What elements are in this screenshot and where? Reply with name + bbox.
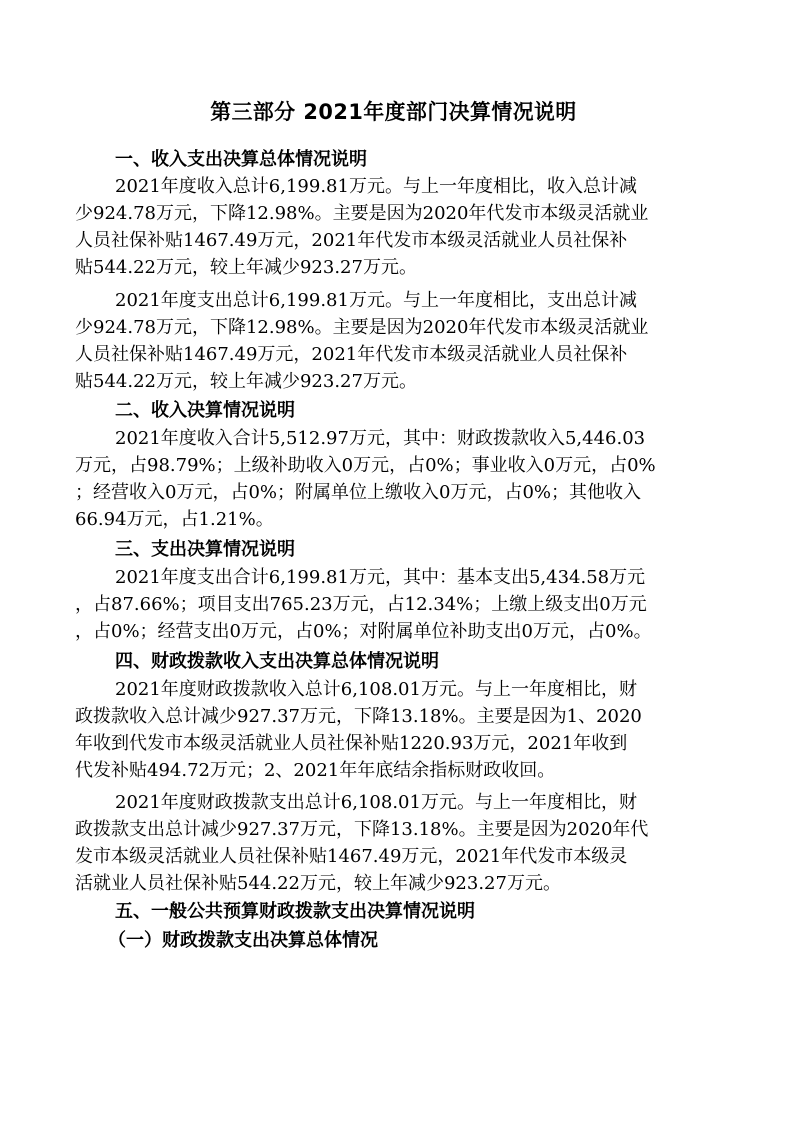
paragraph-line: 贴544.22万元，较上年减少923.27万元。 bbox=[75, 371, 417, 392]
paragraph-line: 贴544.22万元，较上年减少923.27万元。 bbox=[75, 257, 417, 278]
paragraph-line: 人员社保补贴1467.49万元，2021年代发市本级灵活就业人员社保补 bbox=[75, 344, 628, 365]
paragraph-line: 少924.78万元，下降12.98%。主要是因为2020年代发市本级灵活就业 bbox=[75, 203, 649, 224]
paragraph-line: 少924.78万元，下降12.98%。主要是因为2020年代发市本级灵活就业 bbox=[75, 317, 649, 338]
section-heading: 五、一般公共预算财政拨款支出决算情况说明 bbox=[115, 901, 475, 922]
paragraph-line: 政拨款收入总计减少927.37万元，下降13.18%。主要是因为1、2020 bbox=[75, 706, 642, 727]
paragraph-line: 年收到代发市本级灵活就业人员社保补贴1220.93万元，2021年收到 bbox=[75, 733, 628, 754]
paragraph-line: 2021年度收入总计6,199.81万元。与上一年度相比，收入总计减 bbox=[115, 176, 637, 197]
paragraph-line: ；经营收入0万元，占0%；附属单位上缴收入0万元，占0%；其他收入 bbox=[75, 482, 642, 503]
section-heading: 四、财政拨款收入支出决算总体情况说明 bbox=[115, 651, 439, 672]
paragraph-line: 发市本级灵活就业人员社保补贴1467.49万元，2021年代发市本级灵 bbox=[75, 846, 628, 867]
paragraph-line: ，占87.66%；项目支出765.23万元，占12.34%；上缴上级支出0万元 bbox=[75, 594, 647, 615]
page-title: 第三部分 2021年度部门决算情况说明 bbox=[210, 100, 577, 124]
paragraph-line: 代发补贴494.72万元；2、2021年年底结余指标财政收回。 bbox=[75, 760, 556, 781]
paragraph-line: 2021年度收入合计5,512.97万元，其中：财政拨款收入5,446.03 bbox=[115, 428, 646, 449]
paragraph-line: 人员社保补贴1467.49万元，2021年代发市本级灵活就业人员社保补 bbox=[75, 230, 628, 251]
section-heading: 一、收入支出决算总体情况说明 bbox=[115, 149, 367, 170]
paragraph-line: 万元，占98.79%；上级补助收入0万元，占0%；事业收入0万元，占0% bbox=[75, 455, 656, 476]
paragraph-line: ，占0%；经营支出0万元，占0%；对附属单位补助支出0万元，占0%。 bbox=[75, 621, 652, 642]
subsection-heading: （一）财政拨款支出决算总体情况 bbox=[108, 930, 378, 951]
section-heading: 三、支出决算情况说明 bbox=[115, 539, 295, 560]
paragraph-line: 2021年度支出总计6,199.81万元。与上一年度相比，支出总计减 bbox=[115, 290, 637, 311]
paragraph-line: 66.94万元，占1.21%。 bbox=[75, 509, 274, 530]
paragraph-line: 政拨款支出总计减少927.37万元，下降13.18%。主要是因为2020年代 bbox=[75, 819, 649, 840]
paragraph-line: 活就业人员社保补贴544.22万元，较上年减少923.27万元。 bbox=[75, 873, 561, 894]
paragraph-line: 2021年度财政拨款收入总计6,108.01万元。与上一年度相比，财 bbox=[115, 679, 637, 700]
paragraph-line: 2021年度支出合计6,199.81万元，其中：基本支出5,434.58万元 bbox=[115, 567, 646, 588]
section-heading: 二、收入决算情况说明 bbox=[115, 400, 295, 421]
paragraph-line: 2021年度财政拨款支出总计6,108.01万元。与上一年度相比，财 bbox=[115, 792, 637, 813]
